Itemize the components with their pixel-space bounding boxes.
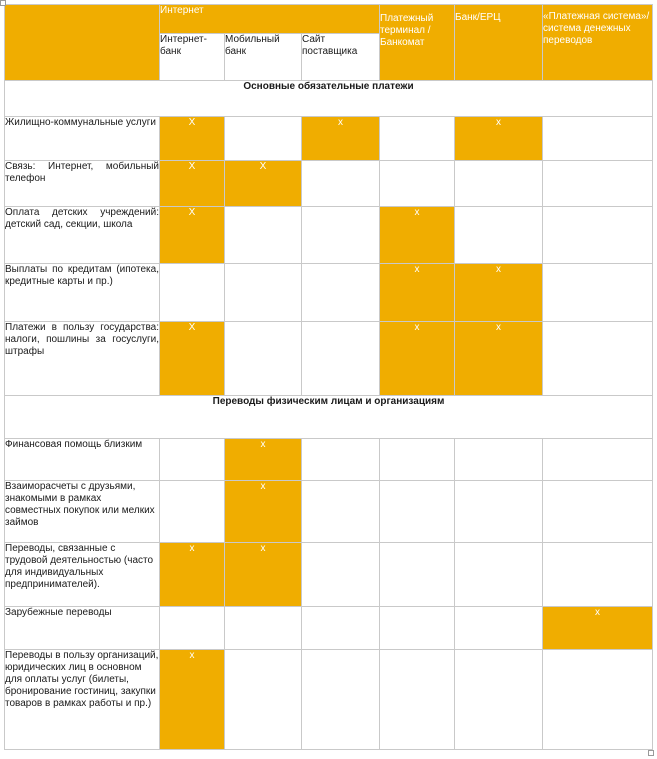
payment-methods-table — [4, 4, 653, 750]
empty-cell — [302, 322, 380, 396]
empty-cell — [302, 207, 380, 264]
empty-cell — [455, 543, 543, 607]
row-label: Платежи в пользу государства: налоги, пошлины за госуслуги, штрафы — [5, 322, 160, 396]
mark-cell: x — [225, 543, 302, 607]
row-label: Финансовая помощь близким — [5, 439, 160, 481]
empty-cell — [455, 481, 543, 543]
empty-cell — [543, 439, 653, 481]
empty-cell — [543, 264, 653, 322]
mark-cell: x — [380, 207, 455, 264]
header-payment-system: «Платежная система»/система денежных переводов — [543, 5, 653, 81]
header-mobile-bank: Мобильный банк — [225, 34, 302, 81]
empty-cell — [225, 322, 302, 396]
mark-cell: x — [160, 543, 225, 607]
mark-cell: X — [160, 117, 225, 161]
mark-cell: x — [225, 439, 302, 481]
empty-cell — [455, 607, 543, 650]
empty-cell — [302, 650, 380, 750]
table-row — [5, 117, 653, 161]
mark-cell: X — [160, 322, 225, 396]
empty-cell — [380, 650, 455, 750]
empty-cell — [543, 161, 653, 207]
empty-cell — [302, 161, 380, 207]
empty-cell — [225, 607, 302, 650]
empty-cell — [302, 543, 380, 607]
table-row — [5, 322, 653, 396]
mark-cell: x — [160, 650, 225, 750]
header-empty-cell — [5, 5, 160, 81]
table-row — [5, 481, 653, 543]
empty-cell — [543, 481, 653, 543]
mark-cell: x — [380, 264, 455, 322]
row-label: Взаиморасчеты с друзьями, знакомыми в рамках совместных покупок или мелких займов — [5, 481, 160, 543]
mark-cell: X — [160, 207, 225, 264]
header-row-1 — [5, 5, 653, 34]
empty-cell — [380, 481, 455, 543]
row-label: Переводы в пользу организаций, юридических лиц в основном для оплаты услуг (билеты, бронирование гостиниц, закупки товаров в рамках работы и пр.) — [5, 650, 160, 750]
empty-cell — [160, 607, 225, 650]
table-move-handle[interactable] — [0, 0, 6, 6]
empty-cell — [225, 117, 302, 161]
empty-cell — [455, 650, 543, 750]
header-internet-bank: Интернет-банк — [160, 34, 225, 81]
section-title-mandatory: Основные обязательные платежи — [5, 81, 653, 117]
header-provider-site: Сайт поставщика — [302, 34, 380, 81]
empty-cell — [543, 543, 653, 607]
table-row — [5, 161, 653, 207]
mark-cell: x — [380, 322, 455, 396]
empty-cell — [543, 207, 653, 264]
section-title-transfers: Переводы физическим лицам и организациям — [5, 396, 653, 439]
empty-cell — [160, 439, 225, 481]
row-label: Переводы, связанные с трудовой деятельностью (часто для индивидуальных предпринимателей). — [5, 543, 160, 607]
empty-cell — [225, 207, 302, 264]
table-row — [5, 650, 653, 750]
mark-cell: x — [302, 117, 380, 161]
mark-cell: x — [455, 264, 543, 322]
mark-cell: x — [543, 607, 653, 650]
section-row — [5, 81, 653, 117]
empty-cell — [543, 117, 653, 161]
empty-cell — [160, 481, 225, 543]
empty-cell — [160, 264, 225, 322]
table-row — [5, 607, 653, 650]
header-terminal: Платежный терминал / Банкомат — [380, 5, 455, 81]
mark-cell: x — [455, 117, 543, 161]
payment-methods-table-container — [4, 4, 652, 750]
empty-cell — [302, 264, 380, 322]
empty-cell — [380, 117, 455, 161]
table-row — [5, 439, 653, 481]
row-label: Оплата детских учреждений: детский сад, секции, школа — [5, 207, 160, 264]
empty-cell — [302, 607, 380, 650]
row-label: Связь: Интернет, мобильный телефон — [5, 161, 160, 207]
table-row — [5, 207, 653, 264]
header-bank-erc: Банк/ЕРЦ — [455, 5, 543, 81]
empty-cell — [543, 650, 653, 750]
mark-cell: x — [455, 322, 543, 396]
row-label: Зарубежные переводы — [5, 607, 160, 650]
mark-cell: X — [225, 161, 302, 207]
empty-cell — [225, 650, 302, 750]
empty-cell — [380, 543, 455, 607]
row-label: Выплаты по кредитам (ипотека, кредитные карты и пр.) — [5, 264, 160, 322]
empty-cell — [302, 439, 380, 481]
empty-cell — [455, 161, 543, 207]
table-resize-handle[interactable] — [648, 750, 654, 756]
table-row — [5, 264, 653, 322]
empty-cell — [455, 439, 543, 481]
empty-cell — [455, 207, 543, 264]
empty-cell — [225, 264, 302, 322]
empty-cell — [380, 161, 455, 207]
header-internet: Интернет — [160, 5, 380, 34]
mark-cell: X — [160, 161, 225, 207]
section-row — [5, 396, 653, 439]
row-label: Жилищно-коммунальные услуги — [5, 117, 160, 161]
empty-cell — [380, 439, 455, 481]
empty-cell — [543, 322, 653, 396]
empty-cell — [380, 607, 455, 650]
empty-cell — [302, 481, 380, 543]
table-row — [5, 543, 653, 607]
mark-cell: x — [225, 481, 302, 543]
